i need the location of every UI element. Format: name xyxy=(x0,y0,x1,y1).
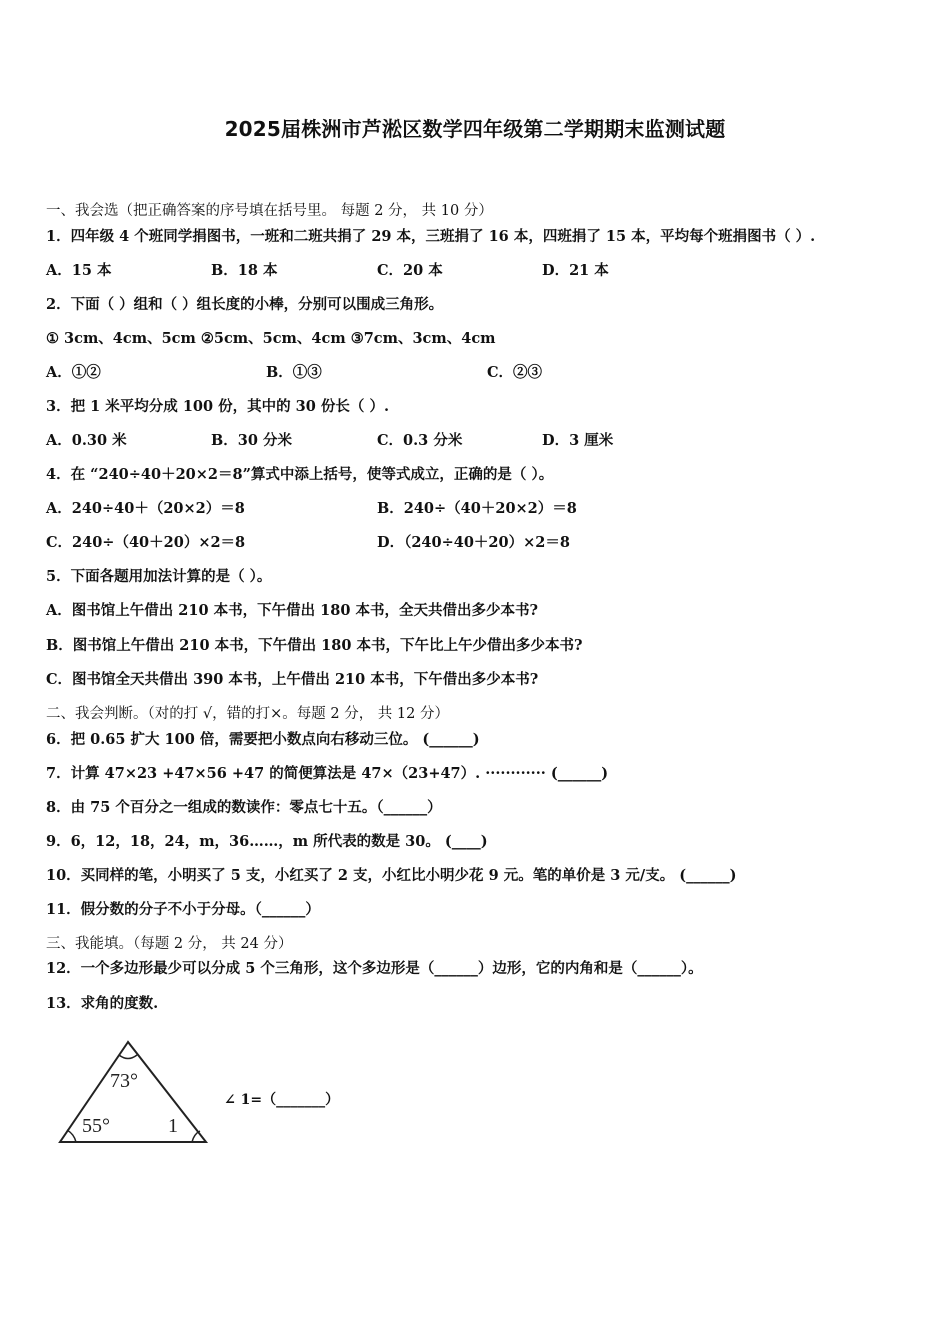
section3-heading: 三、我能填。（每题 2 分， 共 24 分） xyxy=(46,936,293,952)
question-1: 1．四年级 4 个班同学捐图书，一班和二班共捐了 29 本，三班捐了 16 本，四班捐了 15 本，平均每个班捐图书（ ）. xyxy=(46,228,816,245)
question-10: 10．买同样的笔，小明买了 5 支，小红买了 2 支，小红比小明少花 9 元。笔的单价是 3 元/支。 (______) xyxy=(46,867,737,884)
q4-option-a: A．240÷40＋（20×2）＝8 xyxy=(46,500,245,517)
q1-option-b: B．18 本 xyxy=(211,262,278,279)
q2-option-c: C．②③ xyxy=(487,364,543,381)
question-2: 2．下面（ ）组和（ ）组长度的小棒，分别可以围成三角形。 xyxy=(46,296,444,313)
question-7: 7．计算 47×23 +47×56 +47 的简便算法是 47×（23+47）. ············ (______) xyxy=(46,765,609,782)
right-angle-label: 1 xyxy=(168,1115,178,1137)
q3-option-a: A．0.30 米 xyxy=(46,432,127,449)
q4-option-d: D．（240÷40＋20）×2＝8 xyxy=(377,534,570,551)
q3-option-c: C．0.3 分米 xyxy=(377,432,463,449)
q1-option-c: C．20 本 xyxy=(377,262,443,279)
question-11: 11．假分数的分子不小于分母。（______） xyxy=(46,901,320,918)
question-9: 9．6，12，18，24，m，36……，m 所代表的数是 30。 (____) xyxy=(46,833,488,850)
q5-option-a: A．图书馆上午借出 210 本书，下午借出 180 本书，全天共借出多少本书? xyxy=(46,602,538,619)
q5-option-c: C．图书馆全天共借出 390 本书，上午借出 210 本书，下午借出多少本书? xyxy=(46,671,539,688)
q3-option-d: D．3 厘米 xyxy=(542,432,614,449)
page-title: 2025届株洲市芦淞区数学四年级第二学期期末监测试题 xyxy=(224,117,726,141)
question-2-lengths: ① 3cm、4cm、5cm ②5cm、5cm、4cm ③7cm、3cm、4cm xyxy=(46,330,496,347)
question-12: 12．一个多边形最少可以分成 5 个三角形，这个多边形是（______）边形，它的内角和是（______）。 xyxy=(46,960,703,977)
q4-option-b: B．240÷（40＋20×2）＝8 xyxy=(377,500,577,517)
question-6: 6．把 0.65 扩大 100 倍，需要把小数点向右移动三位。 (______) xyxy=(46,731,480,748)
question-13: 13．求角的度数. xyxy=(46,995,159,1012)
q3-option-b: B．30 分米 xyxy=(211,432,292,449)
q5-option-b: B．图书馆上午借出 210 本书，下午借出 180 本书，下午比上午少借出多少本书? xyxy=(46,637,583,654)
section2-heading: 二、我会判断。（对的打 √，错的打×。每题 2 分， 共 12 分） xyxy=(46,706,449,722)
top-angle-label: 73° xyxy=(110,1070,138,1092)
question-5: 5．下面各题用加法计算的是（ ）。 xyxy=(46,568,272,585)
left-angle-arc xyxy=(67,1130,76,1142)
question-8: 8．由 75 个百分之一组成的数读作：零点七十五。（______） xyxy=(46,799,442,816)
q4-option-c: C．240÷（40＋20）×2＝8 xyxy=(46,534,246,551)
section1-heading: 一、我会选（把正确答案的序号填在括号里。 每题 2 分， 共 10 分） xyxy=(46,203,493,219)
question-4: 4．在 “240÷40＋20×2＝8”算式中添上括号，使等式成立，正确的是（ ）。 xyxy=(46,466,554,483)
q2-option-b: B．①③ xyxy=(266,364,322,381)
q1-option-d: D．21 本 xyxy=(542,262,609,279)
angle-1-answer: ∠ 1=（_______） xyxy=(224,1092,340,1108)
q1-option-a: A．15 本 xyxy=(46,262,112,279)
question-3: 3．把 1 米平均分成 100 份，其中的 30 份长（ ）. xyxy=(46,398,390,415)
q2-option-a: A．①② xyxy=(46,364,101,381)
triangle-figure xyxy=(46,1034,221,1159)
top-angle-arc xyxy=(119,1055,137,1059)
left-angle-label: 55° xyxy=(82,1115,110,1137)
